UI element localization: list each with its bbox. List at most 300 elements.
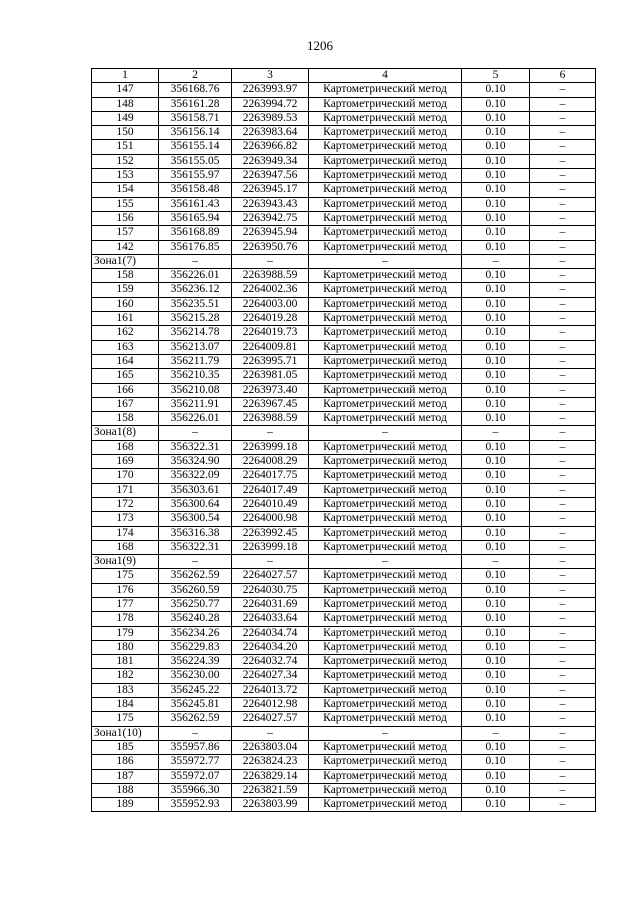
table-cell: – [530, 612, 596, 626]
table-cell: 147 [92, 83, 159, 97]
table-cell: – [530, 426, 596, 440]
table-cell: 0.10 [462, 140, 530, 154]
table-cell: Картометрический метод [309, 283, 462, 297]
table-cell: Картометрический метод [309, 226, 462, 240]
table-cell: 2264002.36 [232, 283, 309, 297]
table-cell: Картометрический метод [309, 397, 462, 411]
table-cell: – [530, 769, 596, 783]
table-cell: 2263988.59 [232, 269, 309, 283]
table-cell: 355957.86 [159, 740, 232, 754]
table-cell: 0.10 [462, 126, 530, 140]
table-cell: – [530, 97, 596, 111]
table-cell: 171 [92, 483, 159, 497]
table-cell: 0.10 [462, 583, 530, 597]
table-cell: 2264013.72 [232, 683, 309, 697]
table-cell: – [530, 111, 596, 125]
table-cell: 355972.77 [159, 755, 232, 769]
page-number: 1206 [307, 38, 333, 53]
table-cell: 2264027.34 [232, 669, 309, 683]
table-cell: 356250.77 [159, 597, 232, 611]
table-cell: 0.10 [462, 512, 530, 526]
table-cell: – [530, 340, 596, 354]
table-cell: 2264017.75 [232, 469, 309, 483]
table-cell: 0.10 [462, 269, 530, 283]
table-cell: Картометрический метод [309, 626, 462, 640]
table-cell: 2263973.40 [232, 383, 309, 397]
table-cell: 2264019.73 [232, 326, 309, 340]
column-header: 5 [462, 69, 530, 83]
table-cell: 356226.01 [159, 412, 232, 426]
table-cell: 0.10 [462, 783, 530, 797]
table-row [92, 740, 596, 754]
table-cell: 356156.14 [159, 126, 232, 140]
table-cell: – [159, 555, 232, 569]
table-cell: – [530, 383, 596, 397]
table-cell: 356168.89 [159, 226, 232, 240]
table-cell: 2264034.20 [232, 640, 309, 654]
table-cell: Картометрический метод [309, 354, 462, 368]
table-cell: Картометрический метод [309, 526, 462, 540]
table-cell: Картометрический метод [309, 412, 462, 426]
table-cell: 356303.61 [159, 483, 232, 497]
table-cell: 172 [92, 497, 159, 511]
table-cell: – [530, 583, 596, 597]
table-cell: 356240.28 [159, 612, 232, 626]
table-cell: 2264033.64 [232, 612, 309, 626]
table-cell: – [530, 354, 596, 368]
table-row [92, 197, 596, 211]
table-cell: 0.10 [462, 698, 530, 712]
table-row [92, 283, 596, 297]
table-cell: – [530, 283, 596, 297]
table-row [92, 583, 596, 597]
table-row [92, 526, 596, 540]
table-cell: – [232, 254, 309, 268]
table-cell: 356176.85 [159, 240, 232, 254]
table-cell: 2263803.04 [232, 740, 309, 754]
table-cell: Картометрический метод [309, 97, 462, 111]
table-cell: 2263829.14 [232, 769, 309, 783]
table-cell: – [530, 655, 596, 669]
table-cell: 2263994.72 [232, 97, 309, 111]
table-cell: 180 [92, 640, 159, 654]
table-cell: 0.10 [462, 283, 530, 297]
table-cell: Картометрический метод [309, 340, 462, 354]
table-cell: – [530, 140, 596, 154]
table-cell: Картометрический метод [309, 140, 462, 154]
table-cell: 0.10 [462, 369, 530, 383]
table-cell: Картометрический метод [309, 583, 462, 597]
table-cell: Картометрический метод [309, 83, 462, 97]
table-cell: Картометрический метод [309, 111, 462, 125]
table-cell: 0.10 [462, 640, 530, 654]
table-cell: Картометрический метод [309, 597, 462, 611]
table-cell: 356155.97 [159, 169, 232, 183]
table-cell: Картометрический метод [309, 512, 462, 526]
table-cell: – [232, 555, 309, 569]
table-cell: 168 [92, 440, 159, 454]
table-cell: 356210.35 [159, 369, 232, 383]
table-cell: 356165.94 [159, 211, 232, 225]
table-cell: 0.10 [462, 526, 530, 540]
table-cell: 176 [92, 583, 159, 597]
table-cell: 2263945.17 [232, 183, 309, 197]
table-cell: Картометрический метод [309, 197, 462, 211]
table-cell: – [530, 440, 596, 454]
table-cell: 0.10 [462, 226, 530, 240]
table-cell: 2264000.98 [232, 512, 309, 526]
table-cell: – [309, 254, 462, 268]
table-row [92, 612, 596, 626]
table-cell: 356316.38 [159, 526, 232, 540]
table-cell: Картометрический метод [309, 126, 462, 140]
table-cell: 152 [92, 154, 159, 168]
table-cell: 0.10 [462, 354, 530, 368]
table-cell: 0.10 [462, 154, 530, 168]
table-row [92, 597, 596, 611]
table-cell: – [530, 126, 596, 140]
table-cell: 2264010.49 [232, 497, 309, 511]
table-row [92, 226, 596, 240]
table-cell: 175 [92, 569, 159, 583]
table-cell: – [530, 540, 596, 554]
table-row [92, 669, 596, 683]
table-cell: 0.10 [462, 669, 530, 683]
table-cell: 2263949.34 [232, 154, 309, 168]
table-cell: 2263995.71 [232, 354, 309, 368]
table-cell: Картометрический метод [309, 612, 462, 626]
table-cell: 0.10 [462, 655, 530, 669]
table-cell: 356245.22 [159, 683, 232, 697]
table-cell: – [232, 726, 309, 740]
table-row [92, 97, 596, 111]
table-cell: 148 [92, 97, 159, 111]
table-cell: – [159, 426, 232, 440]
table-cell: 356300.64 [159, 497, 232, 511]
table-cell: Картометрический метод [309, 698, 462, 712]
table-row [92, 798, 596, 812]
table-cell: 2263803.99 [232, 798, 309, 812]
table-row [92, 312, 596, 326]
table-cell: – [232, 426, 309, 440]
table-cell: 160 [92, 297, 159, 311]
table-cell: 189 [92, 798, 159, 812]
table-cell: 2263981.05 [232, 369, 309, 383]
table-cell: 173 [92, 512, 159, 526]
table-row [92, 369, 596, 383]
table-row [92, 183, 596, 197]
table-cell: 0.10 [462, 740, 530, 754]
table-cell: 163 [92, 340, 159, 354]
table-row [92, 126, 596, 140]
table-cell: Зона1(10) [92, 726, 159, 740]
table-cell: 2263966.82 [232, 140, 309, 154]
table-cell: – [530, 312, 596, 326]
table-cell: 154 [92, 183, 159, 197]
table-cell: 182 [92, 669, 159, 683]
table-body [92, 83, 596, 812]
table-cell: 356324.90 [159, 455, 232, 469]
table-cell: 2263988.59 [232, 412, 309, 426]
table-cell: 2264027.57 [232, 712, 309, 726]
table-cell: 0.10 [462, 597, 530, 611]
table-cell: 356322.31 [159, 440, 232, 454]
table-cell: 2263942.75 [232, 211, 309, 225]
table-cell: 0.10 [462, 540, 530, 554]
table-cell: 356161.43 [159, 197, 232, 211]
table-cell: 0.10 [462, 97, 530, 111]
table-cell: 0.10 [462, 183, 530, 197]
column-header: 6 [530, 69, 596, 83]
table-row [92, 698, 596, 712]
table-cell: 0.10 [462, 412, 530, 426]
table-cell: – [530, 226, 596, 240]
table-cell: – [530, 197, 596, 211]
table-cell: 153 [92, 169, 159, 183]
table-cell: 356234.26 [159, 626, 232, 640]
table-cell: 167 [92, 397, 159, 411]
table-cell: Картометрический метод [309, 211, 462, 225]
table-cell: – [530, 183, 596, 197]
table-cell: Картометрический метод [309, 369, 462, 383]
table-cell: 0.10 [462, 440, 530, 454]
table-cell: 356236.12 [159, 283, 232, 297]
zone-header-row [92, 254, 596, 268]
table-cell: – [530, 569, 596, 583]
table-cell: 149 [92, 111, 159, 125]
table-cell: – [530, 526, 596, 540]
table-cell: 0.10 [462, 197, 530, 211]
table-cell: 0.10 [462, 569, 530, 583]
table-cell: 0.10 [462, 297, 530, 311]
table-cell: – [530, 726, 596, 740]
table-cell: 356214.78 [159, 326, 232, 340]
table-cell: Картометрический метод [309, 326, 462, 340]
table-cell: 356211.79 [159, 354, 232, 368]
table-cell: – [462, 426, 530, 440]
table-cell: – [530, 712, 596, 726]
table-cell: 2263947.56 [232, 169, 309, 183]
table-row [92, 211, 596, 225]
table-cell: Картометрический метод [309, 640, 462, 654]
table-cell: – [530, 555, 596, 569]
table-row [92, 383, 596, 397]
table-cell: – [530, 397, 596, 411]
table-cell: 2264034.74 [232, 626, 309, 640]
table-cell: 164 [92, 354, 159, 368]
table-cell: 356213.07 [159, 340, 232, 354]
table-cell: Картометрический метод [309, 455, 462, 469]
table-cell: Зона1(8) [92, 426, 159, 440]
table-cell: 0.10 [462, 397, 530, 411]
table-cell: 2264027.57 [232, 569, 309, 583]
table-cell: – [530, 597, 596, 611]
column-header: 2 [159, 69, 232, 83]
table-cell: Картометрический метод [309, 440, 462, 454]
table-cell: 0.10 [462, 626, 530, 640]
table-cell: 356155.05 [159, 154, 232, 168]
table-cell: 2264012.98 [232, 698, 309, 712]
table-cell: Картометрический метод [309, 740, 462, 754]
table-cell: 0.10 [462, 326, 530, 340]
table-cell: Картометрический метод [309, 569, 462, 583]
table-cell: – [530, 783, 596, 797]
table-cell: 2263943.43 [232, 197, 309, 211]
table-cell: – [530, 269, 596, 283]
table-cell: 2264009.81 [232, 340, 309, 354]
table-cell: 184 [92, 698, 159, 712]
table-row [92, 326, 596, 340]
table-cell: – [530, 626, 596, 640]
table-cell: 170 [92, 469, 159, 483]
table-row [92, 354, 596, 368]
table-row [92, 540, 596, 554]
table-cell: Картометрический метод [309, 783, 462, 797]
table-cell: Картометрический метод [309, 683, 462, 697]
table-cell: Картометрический метод [309, 183, 462, 197]
table-row [92, 755, 596, 769]
table-row [92, 440, 596, 454]
table-cell: 0.10 [462, 712, 530, 726]
table-cell: 0.10 [462, 340, 530, 354]
table-cell: 2263993.97 [232, 83, 309, 97]
table-row [92, 297, 596, 311]
table-cell: 162 [92, 326, 159, 340]
table-cell: 2264032.74 [232, 655, 309, 669]
table-row [92, 397, 596, 411]
table-cell: – [530, 669, 596, 683]
table-row [92, 83, 596, 97]
table-cell: 0.10 [462, 798, 530, 812]
table-cell: – [530, 211, 596, 225]
table-cell: – [530, 154, 596, 168]
table-cell: 356158.71 [159, 111, 232, 125]
table-cell: – [530, 640, 596, 654]
table-cell: 2263945.94 [232, 226, 309, 240]
table-row [92, 469, 596, 483]
table-cell: 356245.81 [159, 698, 232, 712]
table-cell: 2263999.18 [232, 440, 309, 454]
table-cell: 2264017.49 [232, 483, 309, 497]
table-cell: 186 [92, 755, 159, 769]
table-row [92, 497, 596, 511]
table-row [92, 340, 596, 354]
table-cell: 356161.28 [159, 97, 232, 111]
table-cell: Картометрический метод [309, 769, 462, 783]
table-cell: 2264008.29 [232, 455, 309, 469]
table-cell: 0.10 [462, 469, 530, 483]
table-cell: – [530, 297, 596, 311]
table-cell: 356262.59 [159, 712, 232, 726]
table-cell: 169 [92, 455, 159, 469]
table-cell: 0.10 [462, 455, 530, 469]
column-header: 3 [232, 69, 309, 83]
table-row [92, 140, 596, 154]
table-cell: – [530, 83, 596, 97]
table-cell: 168 [92, 540, 159, 554]
table-cell: Картометрический метод [309, 497, 462, 511]
column-header: 4 [309, 69, 462, 83]
table-cell: 2263992.45 [232, 526, 309, 540]
table-cell: 177 [92, 597, 159, 611]
table-cell: 0.10 [462, 497, 530, 511]
table-cell: 166 [92, 383, 159, 397]
table-cell: 151 [92, 140, 159, 154]
table-cell: Картометрический метод [309, 154, 462, 168]
table-cell: 165 [92, 369, 159, 383]
table-cell: 0.10 [462, 483, 530, 497]
table-row [92, 412, 596, 426]
table-cell: – [530, 240, 596, 254]
table-cell: Картометрический метод [309, 469, 462, 483]
table-cell: 356322.09 [159, 469, 232, 483]
table-row [92, 111, 596, 125]
table-cell: 155 [92, 197, 159, 211]
table-cell: 2263989.53 [232, 111, 309, 125]
table-cell: – [530, 412, 596, 426]
table-cell: 355972.07 [159, 769, 232, 783]
table-row [92, 655, 596, 669]
table-row [92, 240, 596, 254]
table-cell: 2264030.75 [232, 583, 309, 597]
table-cell: 356226.01 [159, 269, 232, 283]
table-cell: 183 [92, 683, 159, 697]
table-cell: 178 [92, 612, 159, 626]
table-row [92, 640, 596, 654]
table-cell: 356322.31 [159, 540, 232, 554]
table-cell: – [309, 426, 462, 440]
table-cell: – [530, 369, 596, 383]
table-cell: 356224.39 [159, 655, 232, 669]
table-cell: – [530, 512, 596, 526]
table-cell: – [462, 254, 530, 268]
table-cell: Картометрический метод [309, 712, 462, 726]
table-cell: 356235.51 [159, 297, 232, 311]
table-row [92, 712, 596, 726]
table-cell: 2264019.28 [232, 312, 309, 326]
table-cell: – [530, 683, 596, 697]
table-cell: – [159, 254, 232, 268]
table-cell: 0.10 [462, 111, 530, 125]
table-cell: 2264031.69 [232, 597, 309, 611]
table-cell: 174 [92, 526, 159, 540]
table-cell: 188 [92, 783, 159, 797]
table-cell: 187 [92, 769, 159, 783]
table-cell: 355952.93 [159, 798, 232, 812]
table-cell: Картометрический метод [309, 798, 462, 812]
table-cell: – [530, 755, 596, 769]
table-cell: 356262.59 [159, 569, 232, 583]
table-cell: Картометрический метод [309, 383, 462, 397]
table-row [92, 683, 596, 697]
table-cell: 150 [92, 126, 159, 140]
table-cell: 175 [92, 712, 159, 726]
table-cell: 158 [92, 412, 159, 426]
table-cell: 157 [92, 226, 159, 240]
table-cell: 2263967.45 [232, 397, 309, 411]
table-row [92, 483, 596, 497]
table-cell: 0.10 [462, 683, 530, 697]
table-cell: Зона1(9) [92, 555, 159, 569]
table-cell: 356210.08 [159, 383, 232, 397]
table-cell: 355966.30 [159, 783, 232, 797]
table-cell: 2263824.23 [232, 755, 309, 769]
table-row [92, 769, 596, 783]
zone-header-row [92, 426, 596, 440]
table-cell: Картометрический метод [309, 312, 462, 326]
table-row [92, 569, 596, 583]
table-row [92, 154, 596, 168]
